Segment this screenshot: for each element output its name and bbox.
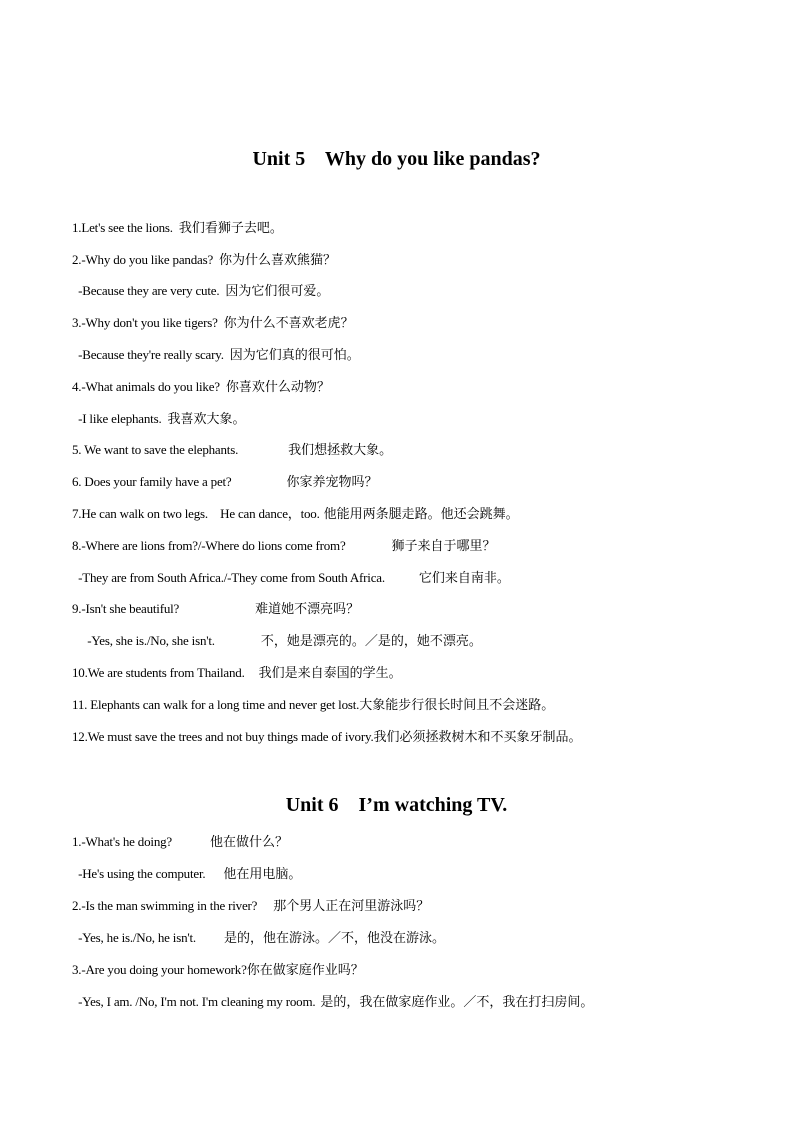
unit5-line-10 [72, 505, 519, 524]
unit5-title: Unit 5 Why do you like pandas? [252, 148, 541, 170]
unit5-line-1 [72, 219, 283, 238]
unit5-line-11 [72, 537, 496, 556]
unit5-line-12 [72, 569, 510, 588]
english-text: 7.He can walk on two legs. He can dance，too. [72, 506, 320, 521]
english-text: -Because they're really scary. [72, 347, 224, 362]
unit6-line-4 [72, 929, 445, 948]
english-text: 2.-Why do you like pandas? [72, 252, 214, 267]
english-text: 11. Elephants can walk for a long time and never get lost. [72, 697, 360, 712]
unit5-line-6 [72, 378, 330, 397]
unit5-line-4 [72, 314, 354, 333]
chinese-text: 大象能步行很长时间且不会迷路。 [359, 698, 555, 713]
chinese-text: 你家养宠物吗？ [286, 475, 378, 490]
chinese-text: 狮子来自于哪里？ [391, 539, 496, 554]
chinese-text: 他在做什么？ [209, 835, 288, 850]
english-text: 2.-Is the man swimming in the river? [72, 898, 258, 913]
unit6-title: Unit 6 I’m watching TV. [285, 794, 508, 816]
english-text: 1.Let's see the lions. [72, 220, 173, 235]
english-text: 1.-What's he doing? [72, 834, 172, 849]
chinese-text: 难道她不漂亮吗？ [255, 602, 360, 617]
unit6-line-2 [72, 865, 301, 884]
unit5-line-7 [72, 410, 246, 429]
unit5-line-13 [72, 600, 359, 619]
english-text: 3.-Are you doing your homework? [72, 962, 247, 977]
unit5-line-2 [72, 251, 336, 270]
unit5-line-16 [72, 696, 554, 715]
chinese-text: 我们想拯救大象。 [288, 443, 393, 458]
chinese-text: 是的，他在游泳。／不，他没在游泳。 [223, 931, 445, 946]
unit6-line-1 [72, 833, 288, 852]
chinese-text: 你为什么喜欢熊猫？ [219, 253, 337, 268]
english-text: -I like elephants. [72, 411, 162, 426]
unit6-line-3 [72, 897, 429, 916]
unit6-line-5 [72, 961, 364, 980]
unit5-line-15 [72, 664, 402, 683]
chinese-text: 我们看狮子去吧。 [178, 221, 283, 236]
chinese-text: 因为它们很可爱。 [225, 284, 330, 299]
chinese-text: 他在用电脑。 [223, 867, 302, 882]
chinese-text: 是的，我在做家庭作业。／不，我在打扫房间。 [320, 995, 594, 1010]
english-text: 3.-Why don't you like tigers? [72, 315, 218, 330]
chinese-text: 你为什么不喜欢老虎？ [223, 316, 354, 331]
unit5-line-8 [72, 441, 392, 460]
english-text: -He's using the computer. [72, 866, 206, 881]
english-text: 9.-Isn't she beautiful? [72, 601, 180, 616]
chinese-text: 我们必须拯救树木和不买象牙制品。 [373, 730, 582, 745]
english-text: -Yes, she is./No, she isn't. [72, 633, 215, 648]
unit5-line-5 [72, 346, 360, 365]
unit5-line-14 [72, 632, 482, 651]
english-text: 6. Does your family have a pet? [72, 474, 232, 489]
english-text: 5. We want to save the elephants. [72, 442, 239, 457]
unit5-line-17 [72, 728, 582, 747]
unit6-line-6 [72, 993, 593, 1012]
unit5-line-3 [72, 282, 329, 301]
english-text: -Because they are very cute. [72, 283, 220, 298]
chinese-text: 那个男人正在河里游泳吗？ [273, 899, 430, 914]
chinese-text: 你喜欢什么动物？ [225, 380, 330, 395]
chinese-text: 他能用两条腿走路。他还会跳舞。 [323, 507, 519, 522]
chinese-text: 你在做家庭作业吗？ [246, 963, 364, 978]
chinese-text: 我们是来自泰国的学生。 [258, 666, 402, 681]
chinese-text: 我喜欢大象。 [167, 412, 246, 427]
english-text: 12.We must save the trees and not buy things made of ivory. [72, 729, 374, 744]
chinese-text: 因为它们真的很可怕。 [229, 348, 360, 363]
chinese-text: 不，她是漂亮的。／是的，她不漂亮。 [260, 634, 482, 649]
english-text: -Yes, I am. /No, I'm not. I'm cleaning my room. [72, 994, 316, 1009]
english-text: -Yes, he is./No, he isn't. [72, 930, 196, 945]
chinese-text: 它们来自南非。 [418, 571, 510, 586]
english-text: -They are from South Africa./-They come from South Africa. [72, 570, 385, 585]
english-text: 8.-Where are lions from?/-Where do lions come from? [72, 538, 346, 553]
english-text: 4.-What animals do you like? [72, 379, 220, 394]
unit5-line-9 [72, 473, 378, 492]
english-text: 10.We are students from Thailand. [72, 665, 245, 680]
